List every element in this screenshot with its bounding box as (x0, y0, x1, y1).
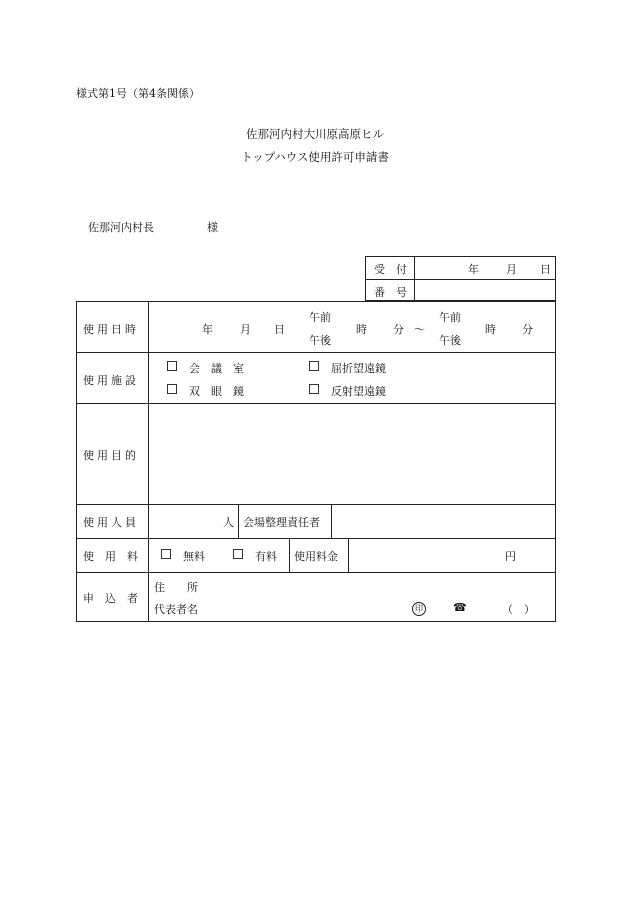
address-label: 住 所 (154, 581, 198, 594)
number-label: 番 号 (374, 286, 407, 299)
form-title-line2: トップハウス使用許可申請書 (241, 150, 389, 164)
end-pm: 午後 (439, 334, 461, 347)
phone-parens: （ ） (502, 603, 535, 616)
reflector-option: 反射望遠鏡 (331, 385, 386, 398)
people-label: 使用人員 (83, 516, 139, 529)
fee-label: 使 用 料 (83, 550, 138, 563)
manager-label: 会場整理責任者 (243, 516, 320, 529)
amount-label: 使用料金 (294, 550, 338, 563)
purpose-field[interactable] (149, 404, 555, 503)
date-time-label: 使用日時 (83, 323, 139, 336)
receipt-year: 年 (468, 263, 479, 276)
start-hour: 時 (356, 323, 367, 336)
receipt-label: 受 付 (374, 263, 407, 276)
end-minute: 分 (522, 323, 533, 336)
people-unit: 人 (223, 516, 234, 529)
telephone-icon: ☎ (453, 601, 467, 614)
receipt-month: 月 (506, 263, 517, 276)
start-pm: 午後 (309, 334, 331, 347)
addressee: 佐那河内村長 (88, 221, 154, 234)
reflector-checkbox[interactable] (309, 384, 319, 394)
date-day: 日 (274, 323, 285, 336)
form-title-line1: 佐那河内村大川原高原ヒル (246, 127, 384, 141)
free-option: 無料 (183, 550, 205, 563)
application-table (76, 301, 556, 622)
binoculars-option: 双 眼 鏡 (189, 385, 244, 398)
facility-label: 使用施設 (83, 374, 139, 387)
end-hour: 時 (485, 323, 496, 336)
representative-label: 代表者名 (154, 603, 198, 616)
purpose-label: 使用目的 (83, 449, 139, 462)
start-minute: 分 (393, 323, 404, 336)
paid-checkbox[interactable] (233, 549, 243, 559)
range-tilde: ～ (414, 323, 425, 336)
honorific: 様 (207, 221, 218, 234)
start-am: 午前 (309, 311, 331, 324)
meeting-room-checkbox[interactable] (167, 361, 177, 371)
date-year: 年 (202, 323, 213, 336)
refractor-checkbox[interactable] (309, 361, 319, 371)
form-number: 様式第1号（第4条関係） (76, 87, 200, 100)
applicant-label: 申 込 者 (83, 592, 138, 605)
binoculars-checkbox[interactable] (167, 384, 177, 394)
currency-unit: 円 (505, 550, 516, 563)
meeting-room-option: 会 議 室 (189, 362, 244, 375)
receipt-day: 日 (540, 263, 551, 276)
paid-option: 有料 (255, 550, 277, 563)
seal-icon: 印 (412, 602, 426, 616)
date-month: 月 (240, 323, 251, 336)
refractor-option: 屈折望遠鏡 (331, 362, 386, 375)
free-checkbox[interactable] (161, 549, 171, 559)
end-am: 午前 (439, 311, 461, 324)
reception-box (365, 256, 556, 301)
